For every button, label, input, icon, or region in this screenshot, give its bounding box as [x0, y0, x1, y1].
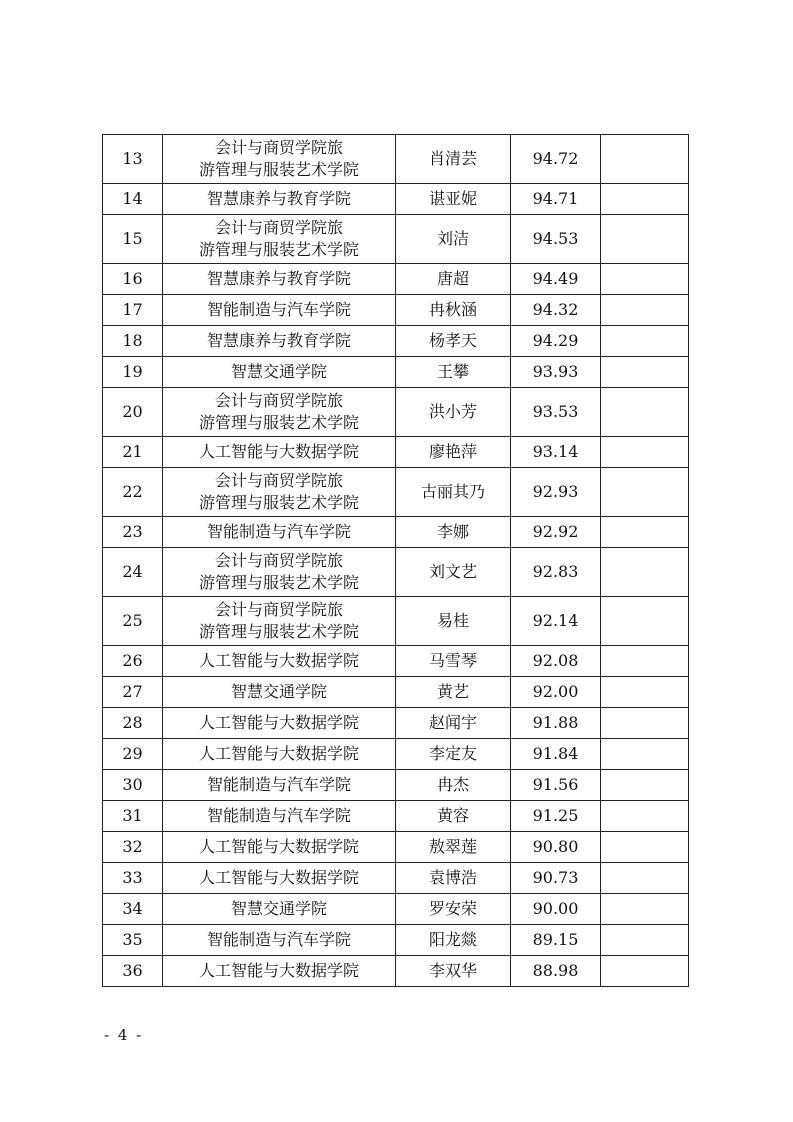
student-name-cell: 李定友 — [396, 739, 511, 770]
note-cell — [601, 215, 689, 264]
college-cell: 人工智能与大数据学院 — [163, 437, 396, 468]
student-name-cell: 刘文艺 — [396, 548, 511, 597]
student-name-cell: 李娜 — [396, 517, 511, 548]
note-cell — [601, 708, 689, 739]
row-number-cell: 20 — [103, 388, 163, 437]
note-cell — [601, 956, 689, 987]
row-number-cell: 31 — [103, 801, 163, 832]
college-cell: 智慧康养与教育学院 — [163, 326, 396, 357]
row-number-cell: 26 — [103, 646, 163, 677]
score-cell: 94.72 — [511, 135, 601, 184]
score-cell: 91.25 — [511, 801, 601, 832]
college-cell: 智能制造与汽车学院 — [163, 801, 396, 832]
table-row — [103, 956, 689, 987]
student-name-cell: 冉秋涵 — [396, 295, 511, 326]
table-row — [103, 264, 689, 295]
table-row — [103, 770, 689, 801]
college-cell: 会计与商贸学院旅 游管理与服装艺术学院 — [163, 215, 396, 264]
row-number-cell: 30 — [103, 770, 163, 801]
student-name-cell: 肖清芸 — [396, 135, 511, 184]
score-cell: 92.93 — [511, 468, 601, 517]
note-cell — [601, 388, 689, 437]
score-cell: 93.53 — [511, 388, 601, 437]
note-cell — [601, 597, 689, 646]
table-row — [103, 739, 689, 770]
note-cell — [601, 894, 689, 925]
college-cell: 人工智能与大数据学院 — [163, 863, 396, 894]
student-name-cell: 罗安荣 — [396, 894, 511, 925]
college-cell: 智能制造与汽车学院 — [163, 517, 396, 548]
table-row — [103, 135, 689, 184]
student-name-cell: 赵闻宇 — [396, 708, 511, 739]
note-cell — [601, 925, 689, 956]
score-cell: 92.00 — [511, 677, 601, 708]
page-number: - 4 - — [104, 1026, 144, 1044]
row-number-cell: 21 — [103, 437, 163, 468]
note-cell — [601, 646, 689, 677]
student-name-cell: 洪小芳 — [396, 388, 511, 437]
note-cell — [601, 184, 689, 215]
college-cell: 会计与商贸学院旅 游管理与服装艺术学院 — [163, 548, 396, 597]
row-number-cell: 34 — [103, 894, 163, 925]
table-row — [103, 801, 689, 832]
college-cell: 智慧交通学院 — [163, 357, 396, 388]
score-cell: 94.71 — [511, 184, 601, 215]
student-name-cell: 唐超 — [396, 264, 511, 295]
note-cell — [601, 677, 689, 708]
note-cell — [601, 739, 689, 770]
row-number-cell: 23 — [103, 517, 163, 548]
college-cell: 人工智能与大数据学院 — [163, 956, 396, 987]
student-name-cell: 马雪琴 — [396, 646, 511, 677]
row-number-cell: 22 — [103, 468, 163, 517]
college-cell: 人工智能与大数据学院 — [163, 832, 396, 863]
table-row — [103, 597, 689, 646]
row-number-cell: 28 — [103, 708, 163, 739]
row-number-cell: 25 — [103, 597, 163, 646]
score-cell: 94.49 — [511, 264, 601, 295]
table-row — [103, 326, 689, 357]
score-cell: 88.98 — [511, 956, 601, 987]
college-cell: 智慧康养与教育学院 — [163, 184, 396, 215]
row-number-cell: 17 — [103, 295, 163, 326]
row-number-cell: 29 — [103, 739, 163, 770]
score-cell: 91.56 — [511, 770, 601, 801]
row-number-cell: 35 — [103, 925, 163, 956]
table-body — [103, 135, 689, 987]
student-name-cell: 杨孝天 — [396, 326, 511, 357]
student-name-cell: 冉杰 — [396, 770, 511, 801]
score-cell: 92.83 — [511, 548, 601, 597]
table-row — [103, 548, 689, 597]
table-row — [103, 894, 689, 925]
score-cell: 90.80 — [511, 832, 601, 863]
college-cell: 智能制造与汽车学院 — [163, 295, 396, 326]
row-number-cell: 19 — [103, 357, 163, 388]
table-row — [103, 708, 689, 739]
note-cell — [601, 326, 689, 357]
table-row — [103, 677, 689, 708]
college-cell: 人工智能与大数据学院 — [163, 646, 396, 677]
student-name-cell: 易桂 — [396, 597, 511, 646]
table-row — [103, 863, 689, 894]
row-number-cell: 14 — [103, 184, 163, 215]
score-cell: 90.00 — [511, 894, 601, 925]
college-cell: 会计与商贸学院旅 游管理与服装艺术学院 — [163, 597, 396, 646]
row-number-cell: 13 — [103, 135, 163, 184]
student-name-cell: 谌亚妮 — [396, 184, 511, 215]
score-cell: 94.53 — [511, 215, 601, 264]
student-name-cell: 黄容 — [396, 801, 511, 832]
college-cell: 智能制造与汽车学院 — [163, 770, 396, 801]
student-name-cell: 阳龙燚 — [396, 925, 511, 956]
note-cell — [601, 295, 689, 326]
score-cell: 93.14 — [511, 437, 601, 468]
note-cell — [601, 468, 689, 517]
table-row — [103, 468, 689, 517]
row-number-cell: 32 — [103, 832, 163, 863]
score-cell: 94.29 — [511, 326, 601, 357]
college-cell: 智能制造与汽车学院 — [163, 925, 396, 956]
note-cell — [601, 801, 689, 832]
student-name-cell: 李双华 — [396, 956, 511, 987]
college-cell: 智慧交通学院 — [163, 894, 396, 925]
college-cell: 会计与商贸学院旅 游管理与服装艺术学院 — [163, 135, 396, 184]
score-cell: 91.84 — [511, 739, 601, 770]
note-cell — [601, 863, 689, 894]
row-number-cell: 27 — [103, 677, 163, 708]
student-name-cell: 敖翠莲 — [396, 832, 511, 863]
score-cell: 92.08 — [511, 646, 601, 677]
row-number-cell: 16 — [103, 264, 163, 295]
note-cell — [601, 770, 689, 801]
table-row — [103, 925, 689, 956]
note-cell — [601, 357, 689, 388]
student-name-cell: 袁博浩 — [396, 863, 511, 894]
student-name-cell: 古丽其乃 — [396, 468, 511, 517]
row-number-cell: 36 — [103, 956, 163, 987]
row-number-cell: 24 — [103, 548, 163, 597]
score-cell: 89.15 — [511, 925, 601, 956]
college-cell: 人工智能与大数据学院 — [163, 739, 396, 770]
table-row — [103, 215, 689, 264]
note-cell — [601, 517, 689, 548]
table-row — [103, 517, 689, 548]
college-cell: 智慧交通学院 — [163, 677, 396, 708]
college-cell: 智慧康养与教育学院 — [163, 264, 396, 295]
score-cell: 92.92 — [511, 517, 601, 548]
note-cell — [601, 264, 689, 295]
table-row — [103, 437, 689, 468]
row-number-cell: 15 — [103, 215, 163, 264]
note-cell — [601, 548, 689, 597]
note-cell — [601, 437, 689, 468]
table-row — [103, 388, 689, 437]
score-cell: 93.93 — [511, 357, 601, 388]
table-row — [103, 357, 689, 388]
score-cell: 91.88 — [511, 708, 601, 739]
note-cell — [601, 135, 689, 184]
table-row — [103, 832, 689, 863]
note-cell — [601, 832, 689, 863]
row-number-cell: 33 — [103, 863, 163, 894]
table-row — [103, 646, 689, 677]
score-cell: 94.32 — [511, 295, 601, 326]
student-name-cell: 刘洁 — [396, 215, 511, 264]
student-name-cell: 黄艺 — [396, 677, 511, 708]
college-cell: 会计与商贸学院旅 游管理与服装艺术学院 — [163, 388, 396, 437]
table-row — [103, 295, 689, 326]
college-cell: 会计与商贸学院旅 游管理与服装艺术学院 — [163, 468, 396, 517]
score-table — [102, 134, 689, 987]
score-cell: 90.73 — [511, 863, 601, 894]
table-row — [103, 184, 689, 215]
college-cell: 人工智能与大数据学院 — [163, 708, 396, 739]
row-number-cell: 18 — [103, 326, 163, 357]
student-name-cell: 王攀 — [396, 357, 511, 388]
score-cell: 92.14 — [511, 597, 601, 646]
student-name-cell: 廖艳萍 — [396, 437, 511, 468]
